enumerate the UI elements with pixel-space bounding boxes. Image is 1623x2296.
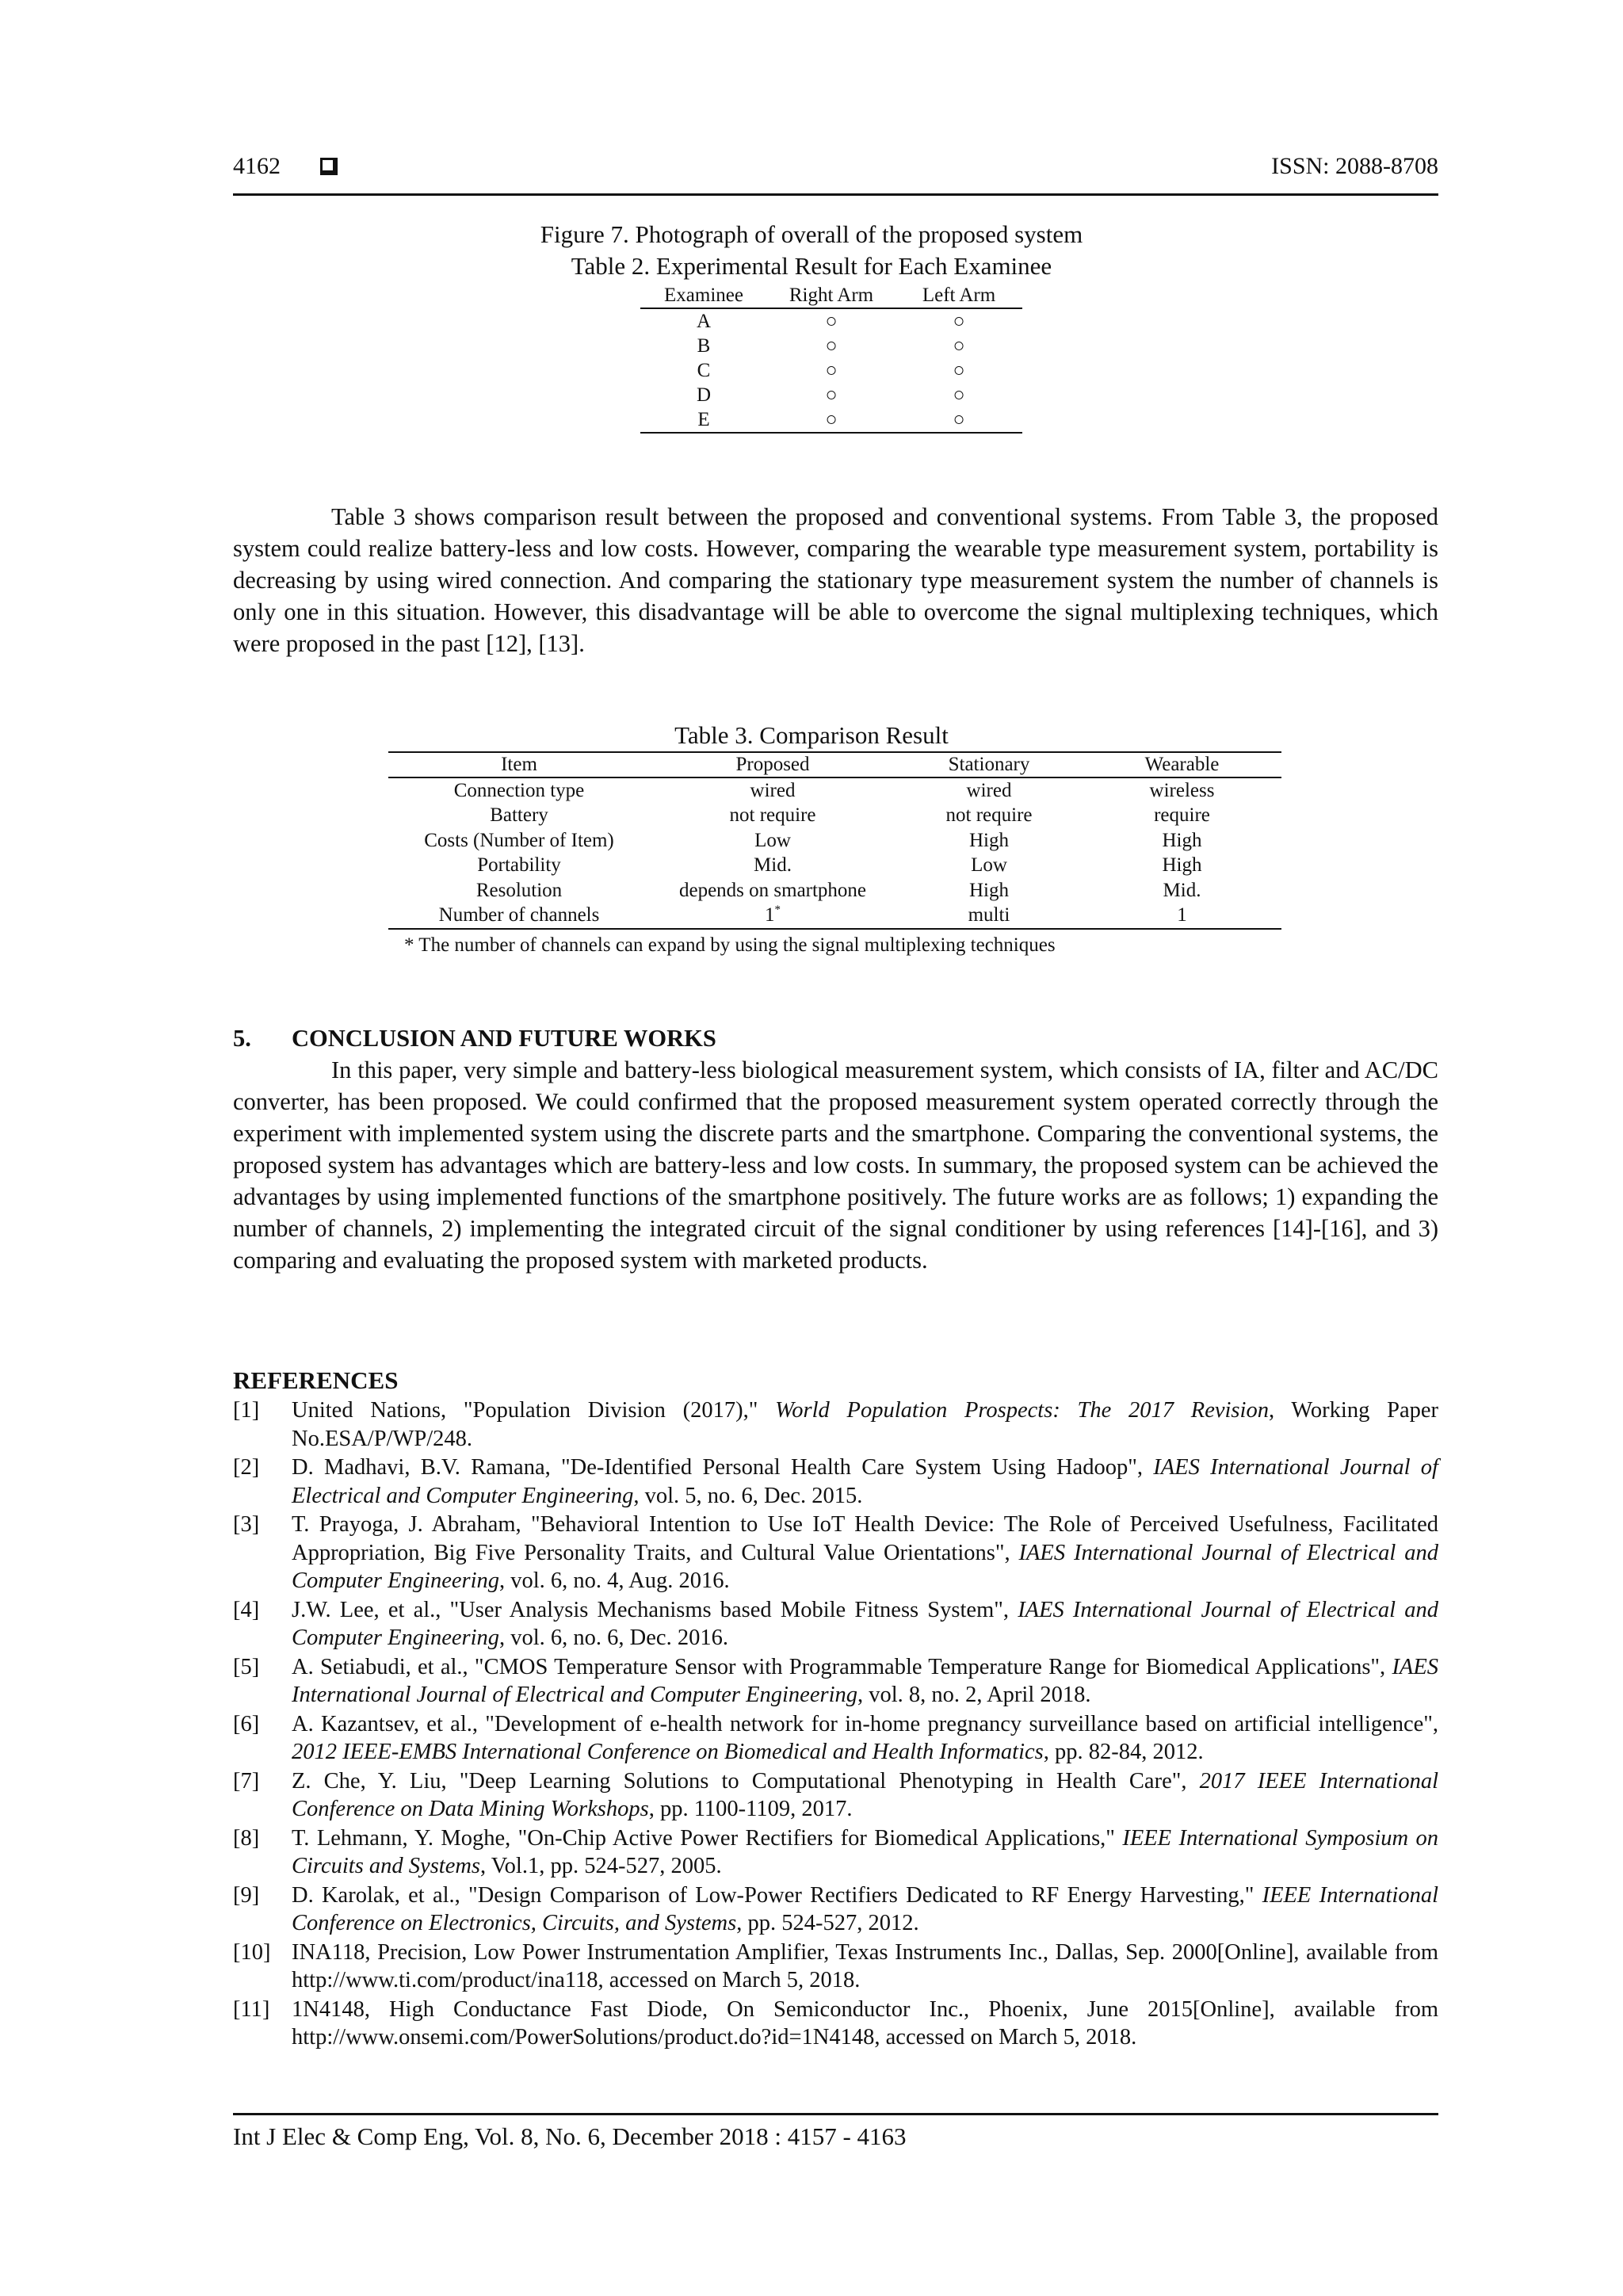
- reference-item: [233, 1824, 1438, 1881]
- reference-text-tail: , pp. 524-527, 2012.: [736, 1911, 919, 1935]
- table3-cell: Mid.: [754, 854, 792, 877]
- reference-venue: 2017 IEEE International Conference on Data Mining Workshops: [292, 1768, 1439, 1821]
- table2-header-left-arm: Left Arm: [896, 284, 1022, 308]
- issn-label: ISSN: 2088-8708: [1271, 153, 1438, 179]
- table2-header-row: [640, 284, 1022, 308]
- reference-text-plain: United Nations, "Population Division (2017),": [292, 1398, 776, 1423]
- table3-cell: Number of channels: [388, 904, 650, 930]
- table3-cell: Portability: [477, 854, 561, 877]
- table2-cell: ○: [825, 359, 838, 381]
- reference-venue: IAES International Journal of Electrical and Computer Engineering: [292, 1654, 1438, 1707]
- table-row: [388, 854, 1281, 879]
- reference-number: [8]: [233, 1825, 260, 1851]
- reference-number: [6]: [233, 1711, 260, 1736]
- table-row: [640, 407, 1022, 433]
- reference-text-tail: , pp. 82-84, 2012.: [1043, 1740, 1204, 1764]
- table3-cell: High: [969, 829, 1009, 851]
- table-row: [640, 358, 1022, 383]
- table-row: [640, 383, 1022, 407]
- table3-cell: 1: [1083, 904, 1281, 930]
- reference-text-tail: , Working Paper No.ESA/P/WP/248.: [292, 1398, 1438, 1451]
- reference-text-tail: , vol. 6, no. 4, Aug. 2016.: [499, 1568, 730, 1593]
- table3-cell: Connection type: [453, 779, 585, 801]
- reference-text-plain: A. Kazantsev, et al., "Development of e-health network for in-home pregnancy surveillance based on artificial intelligence",: [292, 1711, 1438, 1736]
- section-title: CONCLUSION AND FUTURE WORKS: [292, 1025, 716, 1052]
- reference-text-plain: A. Setiabudi, et al., "CMOS Temperature Sensor with Programmable Temperature Range for Biomedical Applications",: [292, 1654, 1392, 1679]
- reference-text-plain: D. Karolak, et al., "Design Comparison of Low-Power Rectifiers Dedicated to RF Energy Harvesting,": [292, 1882, 1262, 1908]
- table3-cell: High: [969, 879, 1009, 901]
- table2-header-right-arm: Right Arm: [767, 284, 896, 308]
- reference-text: [292, 1710, 1438, 1767]
- reference-number: [7]: [233, 1768, 260, 1794]
- reference-venue: IEEE International Symposium on Circuits and Systems: [292, 1825, 1438, 1878]
- reference-text-tail: , vol. 6, no. 6, Dec. 2016.: [499, 1626, 728, 1650]
- table2-cell: ○: [953, 359, 965, 381]
- table3-cell: Mid.: [1163, 879, 1201, 901]
- reference-text-plain: D. Madhavi, B.V. Ramana, "De-Identified Personal Health Care System Using Hadoop",: [292, 1455, 1154, 1480]
- header-rule: [233, 193, 1438, 196]
- table-row: [640, 308, 1022, 334]
- paragraph-text: Table 3 shows comparison result between the proposed and conventional systems. From Table 3, the proposed system could realize battery-less and low costs. However, comparing the wearable type measurement system, portability is decreasing by using wired connection. And comparing the stationary type measurement system the number of channels is only one in this situation. However, this disadvantage will be able to overcome the signal multiplexing techniques, which were proposed in the past [12], [13].: [233, 503, 1438, 657]
- reference-item: [233, 1653, 1438, 1710]
- table2-cell: ○: [825, 334, 838, 357]
- table3-cell: multi: [896, 904, 1083, 930]
- body-paragraph-conclusion: [233, 1054, 1438, 1276]
- reference-text-plain: INA118, Precision, Low Power Instrumentation Amplifier, Texas Instruments Inc., Dallas, Sep. 2000[Online], available from http://www.ti.com/product/ina118, accessed on March 5, 2018.: [292, 1939, 1438, 1992]
- table3-cell: High: [1162, 829, 1202, 851]
- table-row: [640, 334, 1022, 358]
- reference-item: [233, 1511, 1438, 1595]
- table2-cell: ○: [953, 384, 965, 406]
- reference-text: [292, 1454, 1438, 1510]
- table2-cell: B: [697, 334, 711, 357]
- table-row: [388, 777, 1281, 804]
- reference-number: [5]: [233, 1654, 260, 1679]
- table3-cell: require: [1154, 804, 1210, 827]
- table2-cell: ○: [825, 310, 838, 332]
- table3-cell: depends on smartphone: [678, 879, 867, 901]
- section-number: 5.: [233, 1025, 251, 1052]
- running-footer: Int J Elec & Comp Eng, Vol. 8, No. 6, December 2018 : 4157 - 4163: [233, 2122, 907, 2150]
- table-row: [388, 828, 1281, 854]
- body-paragraph-table3-discussion: [233, 501, 1438, 659]
- reference-venue: World Population Prospects: The 2017 Revision: [775, 1398, 1269, 1423]
- reference-text: [292, 1881, 1438, 1938]
- table2-cell: ○: [896, 407, 1022, 433]
- reference-venue: IAES International Journal of Electrical and Computer Engineering: [292, 1455, 1438, 1508]
- table3-cell: [650, 904, 896, 930]
- reference-text: [292, 1653, 1438, 1710]
- table2-cell: C: [697, 359, 711, 381]
- reference-text: [292, 1767, 1438, 1824]
- reference-text: [292, 1596, 1438, 1652]
- table3-comparison-result: [388, 751, 1281, 930]
- table3-caption: Table 3. Comparison Result: [674, 721, 949, 749]
- reference-item: [233, 1596, 1438, 1652]
- references-list: [233, 1396, 1438, 2053]
- reference-text-plain: J.W. Lee, et al., "User Analysis Mechanisms based Mobile Fitness System",: [292, 1597, 1018, 1622]
- table3-cell: wired: [966, 779, 1012, 801]
- table-row: [388, 904, 1281, 930]
- reference-item: [233, 1767, 1438, 1824]
- table3-cell: Costs (Number of Item): [424, 829, 614, 851]
- table3-cell: Battery: [490, 804, 548, 827]
- references-heading: REFERENCES: [233, 1366, 399, 1394]
- table2-cell: ○: [953, 310, 965, 332]
- reference-text: [292, 1396, 1438, 1453]
- reference-text-plain: 1N4148, High Conductance Fast Diode, On Semiconductor Inc., Phoenix, June 2015[Online], available from http://www.onsemi.com/PowerSolutions/product.do?id=1N4148, accessed on March 5, 2018.: [292, 1996, 1438, 2050]
- reference-item: [233, 1710, 1438, 1767]
- running-header-left: [233, 152, 338, 181]
- reference-venue: IEEE International Conference on Electronics, Circuits, and Systems: [292, 1882, 1438, 1935]
- table3-cell: Low: [971, 854, 1007, 877]
- table3-cell: Resolution: [475, 879, 563, 901]
- table2-cell: D: [696, 384, 712, 406]
- reference-text-tail: , vol. 8, no. 2, April 2018.: [857, 1683, 1091, 1707]
- figure-caption: Figure 7. Photograph of overall of the proposed system: [540, 220, 1083, 248]
- table2-caption: Table 2. Experimental Result for Each Examinee: [571, 252, 1052, 280]
- table3-footnote: * The number of channels can expand by using the signal multiplexing techniques: [404, 934, 1056, 956]
- reference-text-tail: , Vol.1, pp. 524-527, 2005.: [480, 1854, 722, 1878]
- table3-header-item: Item: [388, 752, 650, 777]
- reference-text: [292, 1939, 1438, 1995]
- reference-venue: 2012 IEEE-EMBS International Conference on Biomedical and Health Informatics: [292, 1740, 1044, 1764]
- table2-cell: A: [696, 310, 712, 332]
- reference-text: [292, 1996, 1438, 2052]
- checkbox-square-icon: [320, 158, 338, 175]
- reference-text-tail: , vol. 5, no. 6, Dec. 2015.: [633, 1483, 863, 1508]
- table3-header-row: [388, 752, 1281, 777]
- reference-item: [233, 1996, 1438, 2052]
- page-number: 4162: [233, 153, 281, 179]
- reference-item: [233, 1396, 1438, 1453]
- reference-item: [233, 1939, 1438, 1995]
- table3-cell: Low: [754, 829, 791, 851]
- table2-cell: ○: [767, 407, 896, 433]
- reference-item: [233, 1881, 1438, 1938]
- reference-number: [1]: [233, 1398, 260, 1423]
- reference-number: [10]: [233, 1939, 271, 1965]
- table2-experimental-result: [640, 284, 1022, 434]
- footnote-marker: *: [774, 904, 781, 917]
- reference-item: [233, 1454, 1438, 1510]
- table3-cell: High: [1162, 854, 1202, 877]
- table-row: [388, 878, 1281, 904]
- table3-cell: not require: [945, 804, 1033, 827]
- reference-number: [9]: [233, 1882, 260, 1908]
- table3-cell: not require: [729, 804, 816, 827]
- reference-number: [11]: [233, 1996, 270, 2022]
- table-row: [388, 804, 1281, 829]
- table2-header-examinee: Examinee: [640, 284, 767, 308]
- reference-number: [3]: [233, 1512, 260, 1537]
- table2-cell: E: [640, 407, 767, 433]
- reference-text: [292, 1824, 1438, 1881]
- reference-text-plain: T. Prayoga, J. Abraham, "Behavioral Intention to Use IoT Health Device: The Role of Perceived Usefulness, Facilitated Appropriation, Big Five Personality Traits, and Cultural Value Orientations",: [292, 1512, 1438, 1565]
- paragraph-text: In this paper, very simple and battery-less biological measurement system, which consists of IA, filter and AC/DC converter, has been proposed. We could confirmed that the proposed measurement system operated correctly through the experiment with implemented system using the discrete parts and the smartphone. Comparing the conventional systems, the proposed system has advantages which are battery-less and low costs. In summary, the proposed system can be achieved the advantages by using implemented functions of the smartphone positively. The future works are as follows; 1) expanding the number of channels, 2) implementing the integrated circuit of the signal conditioner by using references [14]-[16], and 3) comparing and evaluating the proposed system with marketed products.: [233, 1056, 1438, 1274]
- table3-cell: wired: [750, 779, 796, 801]
- table3-header-stationary: Stationary: [896, 752, 1083, 777]
- reference-venue: IAES International Journal of Electrical and Computer Engineering: [292, 1597, 1438, 1650]
- table3-cell-value: 1: [765, 904, 775, 926]
- table3-header-wearable: Wearable: [1083, 752, 1281, 777]
- reference-text-plain: T. Lehmann, Y. Moghe, "On-Chip Active Power Rectifiers for Biomedical Applications,": [292, 1825, 1123, 1851]
- reference-text: [292, 1511, 1438, 1595]
- table3-cell: wireless: [1149, 779, 1215, 801]
- table3-header-proposed: Proposed: [650, 752, 896, 777]
- table2-cell: ○: [825, 384, 838, 406]
- reference-venue: IAES International Journal of Electrical and Computer Engineering: [292, 1540, 1438, 1593]
- section-heading: [233, 1022, 716, 1054]
- reference-number: [2]: [233, 1455, 260, 1480]
- table2-cell: ○: [953, 334, 965, 357]
- footer-rule: [233, 2113, 1438, 2115]
- reference-number: [4]: [233, 1597, 260, 1622]
- reference-text-tail: , pp. 1100-1109, 2017.: [648, 1797, 853, 1821]
- reference-text-plain: Z. Che, Y. Liu, "Deep Learning Solutions to Computational Phenotyping in Health Care",: [292, 1768, 1200, 1794]
